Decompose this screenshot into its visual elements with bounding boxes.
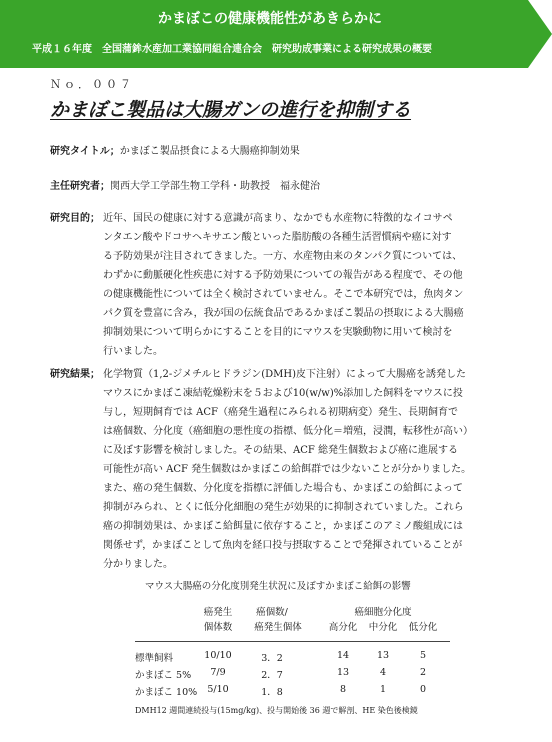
- results-line: は癌個数、分化度（癌細胞の悪性度の指標、低分化＝増殖，浸潤，転移性が高い）: [103, 426, 473, 437]
- purpose-line: る予防効果が注目されてきました。一方、水産物由来のタンパク質については、: [103, 251, 463, 262]
- table-cell-incidence: 5/10: [207, 684, 229, 695]
- results-line: 癌の抑制効果は、かまぼこ給餌量に依存すること，かまぼこのアミノ酸組成には: [103, 521, 463, 532]
- results-label: 研究結果；: [50, 369, 100, 380]
- table-cell-low: 0: [419, 684, 427, 695]
- results-line: 可能性が高い ACF 発生個数はかまぼこの給餌群では少ないことが分かりました。: [103, 464, 472, 475]
- header-high: 高分化: [328, 622, 358, 633]
- results-line: また、癌の発生個数、分化度を指標に評価した場合も、かまぼこの給餌によって: [103, 483, 463, 494]
- table-cell-per-animal: 2．7: [261, 670, 283, 681]
- table-cell-mid: 4: [379, 667, 387, 678]
- table-cell-mid: 13: [376, 650, 390, 661]
- results-line: 抑制がみられ、とくに低分化細胞の発生が効果的に抑制されていました。これら: [103, 502, 464, 513]
- purpose-line: ンタエン酸やドコサヘキサエン酸といった脂肪酸の各種生活習慣病や癌に対す: [103, 232, 452, 243]
- header-banner: [0, 0, 552, 68]
- results-line: マウスにかまぼこ凍結乾燥粉末を５および10(w/w)%添加した飼料をマウスに投: [103, 388, 463, 399]
- header-per-animal-line1: 癌個数/: [256, 607, 288, 618]
- results-line: に及ぼす影響を検討しました。その結果、ACF 総発生個数および癌に進展する: [103, 445, 458, 456]
- banner-subtitle: 平成１６年度 全国蒲鉾水産加工業協同組合連合会 研究助成事業による研究成果の概要: [32, 44, 432, 55]
- researcher-row: [50, 177, 320, 196]
- header-mid: 中分化: [368, 622, 398, 633]
- table-caption: マウス大腸癌の分化度別発生状況に及ぼすかまぼこ給餌の影響: [145, 581, 411, 592]
- purpose-line: わずかに動脈硬化性疾患に対する予防効果についての報告がある程度で、その他: [103, 270, 463, 281]
- table-cell-high: 8: [339, 684, 347, 695]
- researcher-label: 主任研究者；: [50, 181, 110, 192]
- table-row-name: かまぼこ 10%: [135, 687, 198, 698]
- document-number: Ｎｏ．００７: [50, 78, 134, 91]
- table-cell-high: 13: [336, 667, 350, 678]
- table-cell-low: 5: [419, 650, 427, 661]
- results-line: 化学物質（1,2-ジメチルヒドラジン(DMH)皮下注射）によって大腸癌を誘発した: [103, 369, 467, 380]
- banner-title: かまぼこの健康機能性があきらかに: [158, 11, 382, 27]
- results-line: 分かりました。: [103, 559, 173, 570]
- header-incidence-line1: 癌発生: [203, 607, 233, 618]
- research-title-label: 研究タイトル；: [50, 146, 120, 157]
- purpose-line: の健康機能性については全く検討されていません。そこで本研究では，魚肉タン: [103, 289, 464, 300]
- header-incidence-line2: 個体数: [203, 622, 233, 633]
- results-line: 与し，短期飼育では ACF（癌発生過程にみられる初期病変）発生、長期飼育で: [103, 407, 458, 418]
- purpose-line: 抑制効果について明らかにすることを目的にマウスを実験動物に用いて検討を: [103, 327, 453, 338]
- purpose-label: 研究目的；: [50, 213, 100, 224]
- table-cell-low: 2: [419, 667, 427, 678]
- table-cell-high: 14: [336, 650, 350, 661]
- research-title-row: [50, 142, 300, 161]
- purpose-line: 行いました。: [103, 346, 163, 357]
- page-title: かまぼこ製品は大腸ガンの進行を抑制する: [50, 99, 412, 121]
- header-low: 低分化: [408, 622, 438, 633]
- purpose-line: 近年、国民の健康に対する意識が高まり、なかでも水産物に特徴的なイコサペ: [103, 213, 453, 224]
- table-note: DMH12 週間連続投与(15mg/kg)、投与開始後 36 週で解剖、HE 染色後検鏡: [135, 706, 418, 715]
- table-cell-per-animal: 1．8: [261, 687, 283, 698]
- table-cell-per-animal: 3．2: [261, 653, 283, 664]
- researcher-value: 関西大学工学部生物工学科・助教授 福永健治: [110, 181, 320, 192]
- header-per-animal-line2: 癌発生個体: [254, 622, 302, 633]
- table-row-name: 標準飼料: [135, 653, 174, 664]
- table-row-name: かまぼこ 5%: [135, 670, 192, 681]
- purpose-line: パク質を豊富に含み，我が国の伝統食品であるかまぼこ製品の摂取による大腸癌: [103, 308, 464, 319]
- header-differentiation-group: 癌細胞分化度: [354, 607, 412, 618]
- research-title-value: かまぼこ製品摂食による大腸癌抑制効果: [119, 146, 300, 157]
- results-line: 関係せず，かまぼことして魚肉を経口投与摂取することで発揮されていることが: [103, 540, 463, 551]
- table-cell-incidence: 7/9: [210, 667, 226, 678]
- table-rule: [135, 641, 450, 642]
- results-body: [103, 365, 473, 574]
- table-cell-incidence: 10/10: [204, 650, 232, 661]
- table-cell-mid: 1: [379, 684, 387, 695]
- purpose-body: [103, 209, 464, 361]
